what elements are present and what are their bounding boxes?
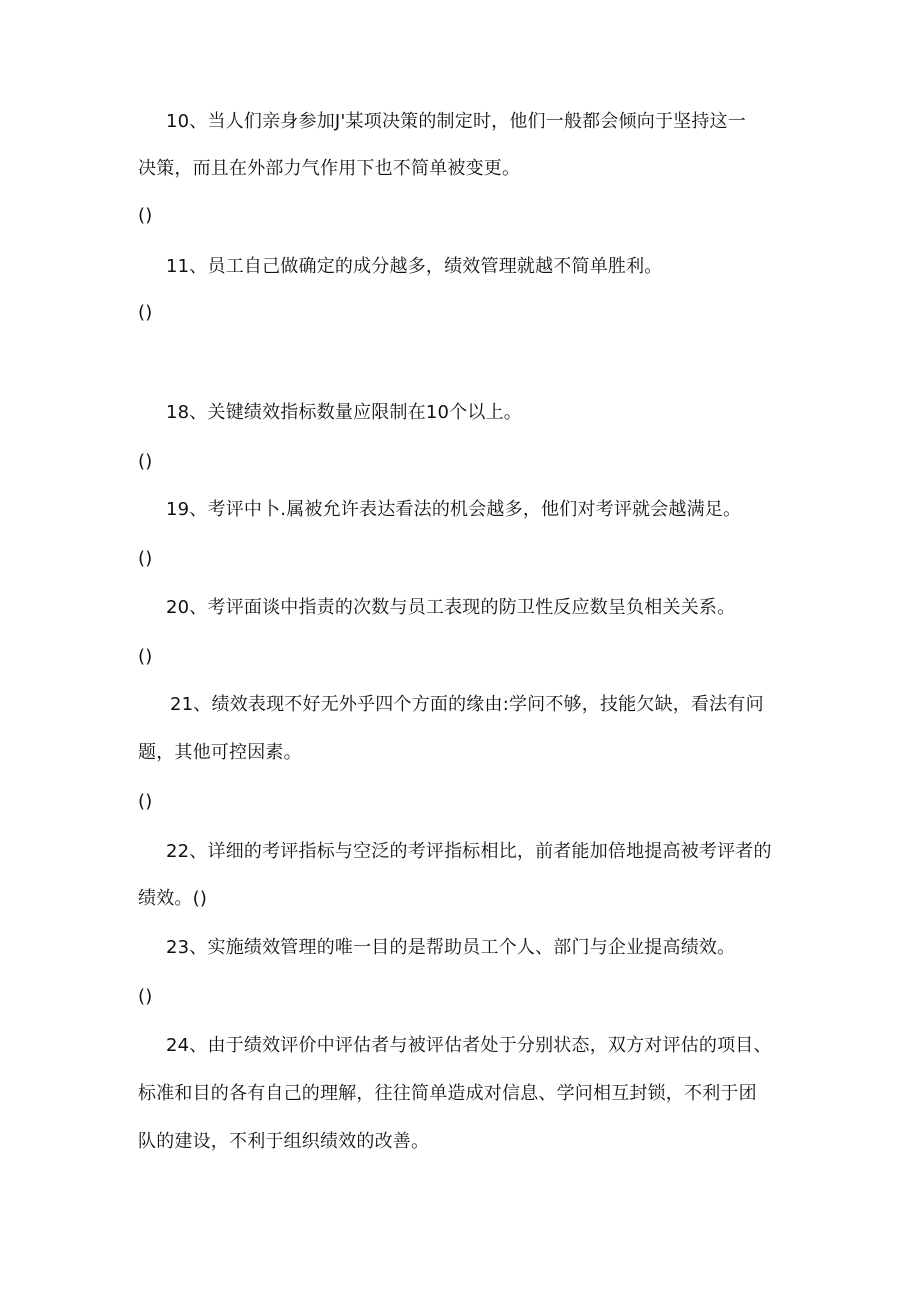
q23-line-1: 23、实施绩效管理的唯一目的是帮助员工个人、部门与企业提高绩效。: [166, 937, 736, 958]
q20-answer-blank: (): [138, 646, 153, 667]
q11-answer-blank: (): [138, 302, 153, 323]
q21-line-1: 21、绩效表现不好无外乎四个方面的缘由:学问不够，技能欠缺，看法有问: [170, 694, 764, 715]
q24-line-3: 队的建设，不利于组织绩效的改善。: [138, 1131, 430, 1152]
q18-line-1: 18、关键绩效指标数量应限制在10个以上。: [166, 402, 523, 423]
q21-answer-blank: (): [138, 791, 153, 812]
q24-line-2: 标准和目的各有自己的理解，往往简单造成对信息、学问相互封锁，不利于团: [138, 1083, 757, 1104]
q11-line-1: 11、员工自己做确定的成分越多，绩效管理就越不简单胜利。: [166, 256, 663, 277]
q19-answer-blank: (): [138, 548, 153, 569]
q23-answer-blank: (): [138, 986, 153, 1007]
q18-answer-blank: (): [138, 451, 153, 472]
q10-line-2: 决策，而且在外部力气作用下也不简单被变更。: [138, 158, 521, 179]
q21-line-2: 题，其他可控因素。: [138, 742, 302, 763]
q10-line-1: 10、当人们亲身参加J'某项决策的制定时，他们一般都会倾向于坚持这一: [166, 111, 746, 132]
q19-line-1: 19、考评中卜.属被允许表达看法的机会越多，他们对考评就会越满足。: [166, 499, 742, 520]
q20-line-1: 20、考评面谈中指责的次数与员工表现的防卫性反应数呈负相关关系。: [166, 597, 736, 618]
q22-line-2: 绩效。(): [138, 888, 208, 909]
q10-answer-blank: (): [138, 205, 153, 226]
q24-line-1: 24、由于绩效评价中评估者与被评估者处于分别状态，双方对评估的项目、: [166, 1035, 772, 1056]
q22-line-1: 22、详细的考评指标与空泛的考评指标相比，前者能加倍地提高被考评者的: [166, 841, 772, 862]
